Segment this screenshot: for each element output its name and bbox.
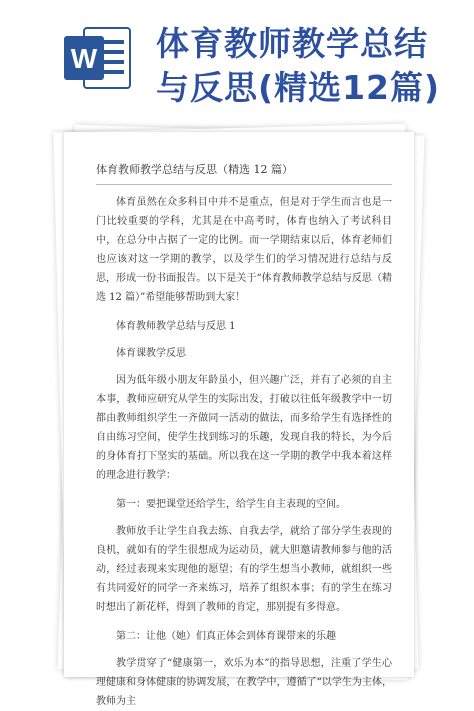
document-heading: 体育教师教学总结与反思（精选 12 篇） <box>96 162 392 185</box>
document-subheading: 体育课教学反思 <box>116 348 186 359</box>
document-paragraph: 因为低年级小朋友年龄虽小，但兴趣广泛，并有了必须的自主本事，教师应研究从学生的实际出发，打破以往低年级教学中一切都由教师组织学生一齐做同一活动的做法，而多给学生有选择性的自由练习空间，使学生找到练习的乐趣，发现自我的特长，为今后的身体育打下坚实的基础。所以我在这一学期的教学中我本着这样的理念进行教学： <box>96 375 392 481</box>
document-subheading: 第二：让他（她）们真正体会到体育课带来的乐趣 <box>116 631 336 642</box>
page-title <box>156 22 468 110</box>
document-subheading: 体育教师教学总结与反思 1 <box>116 321 236 332</box>
word-document-icon <box>62 22 134 94</box>
page-title-line-1: 体育教师教学总结 <box>156 24 428 63</box>
word-logo-letter: W <box>70 43 98 74</box>
document-paragraph: 体育虽然在众多科目中并不是重点，但是对于学生而言也是一门比较重要的学科，尤其是在中高考时，体育也纳入了考试科目中，在总分中占据了一定的比例。而一学期结束以后，体育老师们也应该对这一学期的教学，以及学生们的学习情况进行总结与反思，形成一份书面报告。以下是关于“体育教师教学总结与反思（精选 12 篇）”希望能够帮助到大家！ <box>96 197 392 303</box>
document-paragraph: 教师放手让学生自我去练、自我去学，就给了部分学生表现的良机，就如有的学生很想成为运动员，就大胆邀请教师参与他的活动，经过表现来实现他的愿望；有的学生想当小教师，就组织一些有共同爱好的同学一齐来练习，培养了组织本事；有的学生在练习时想出了新花样，得到了教师的肯定，那别提有多得意。 <box>96 526 392 613</box>
document-page <box>64 132 414 707</box>
document-subheading: 第一：要把课堂还给学生，给学生自主表现的空间。 <box>116 499 346 510</box>
document-paragraph: 教学贯穿了“健康第一，欢乐为本”的指导思想，注重了学生心理健康和身体健康的协调发展，在教学中，遵循了“以学生为主体，教师为主 <box>96 658 392 707</box>
header-banner <box>0 0 474 120</box>
page-title-line-2: 与反思(精选12篇) <box>156 68 441 107</box>
word-logo-svg <box>62 22 134 94</box>
document-preview <box>60 124 418 707</box>
